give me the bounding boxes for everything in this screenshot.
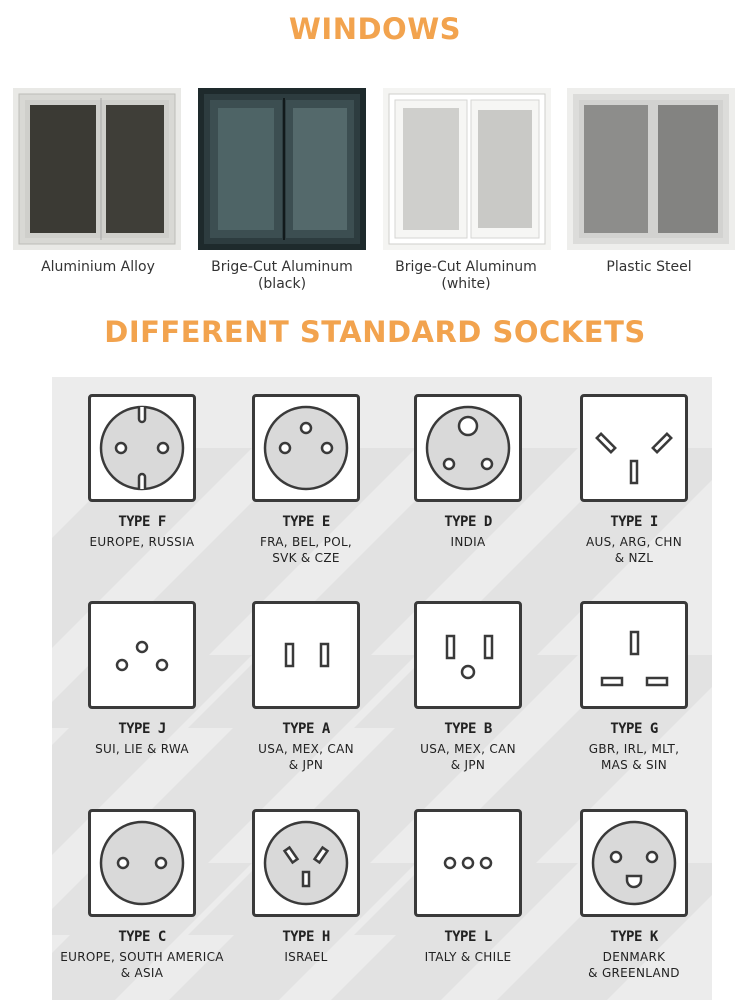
socket-region-line1: FRA, BEL, POL, — [259, 535, 353, 549]
socket-region-line1: AUS, ARG, CHN — [586, 535, 682, 549]
socket-type-name: TYPE B — [444, 721, 492, 737]
socket-region-line2: & ASIA — [120, 966, 164, 980]
socket-region — [216, 949, 396, 965]
socket-region-line2: MAS & SIN — [601, 758, 667, 772]
type-e-socket-icon — [252, 394, 360, 502]
type-f-socket-icon — [88, 394, 196, 502]
window-label-line2: (white) — [441, 276, 491, 292]
socket-type-name: TYPE G — [610, 721, 658, 737]
socket-region-line1: ISRAEL — [284, 950, 328, 964]
window-label-line1: Plastic Steel — [606, 259, 692, 275]
socket-region — [216, 534, 396, 566]
socket-region-line1: USA, MEX, CAN — [420, 742, 516, 756]
socket-region-line1: EUROPE, RUSSIA — [89, 535, 195, 549]
socket-region — [378, 949, 558, 965]
socket-region — [544, 534, 712, 566]
socket-region — [544, 741, 712, 773]
socket-type-name: TYPE H — [282, 929, 330, 945]
socket-region-line2: & JPN — [288, 758, 324, 772]
window-label — [371, 259, 561, 293]
type-c-socket-icon — [88, 809, 196, 917]
socket-type-name: TYPE I — [610, 514, 658, 530]
socket-type-name: TYPE F — [118, 514, 166, 530]
sockets-heading: DIFFERENT STANDARD SOCKETS — [104, 315, 646, 349]
plastic-steel-window-image — [567, 88, 735, 250]
socket-region-line1: INDIA — [450, 535, 486, 549]
socket-type-name: TYPE L — [444, 929, 492, 945]
socket-region-line1: DENMARK — [602, 950, 666, 964]
brige-cut-black-window-image — [198, 88, 366, 250]
window-label — [3, 259, 193, 276]
socket-region-line1: SUI, LIE & RWA — [95, 742, 189, 756]
socket-region-line2: & JPN — [450, 758, 486, 772]
socket-region — [544, 949, 712, 981]
type-l-socket-icon — [414, 809, 522, 917]
window-label-line1: Brige-Cut Aluminum — [395, 259, 537, 275]
socket-region-line2: SVK & CZE — [272, 551, 340, 565]
type-g-socket-icon — [580, 601, 688, 709]
type-h-socket-icon — [252, 809, 360, 917]
window-label-line1: Aluminium Alloy — [41, 259, 155, 275]
socket-region — [378, 534, 558, 550]
type-i-socket-icon — [580, 394, 688, 502]
socket-type-name: TYPE C — [118, 929, 166, 945]
window-label-line1: Brige-Cut Aluminum — [211, 259, 353, 275]
socket-region-line1: USA, MEX, CAN — [258, 742, 354, 756]
window-label — [554, 259, 744, 276]
sockets-panel — [52, 377, 712, 1000]
socket-region-line1: EUROPE, SOUTH AMERICA — [60, 950, 224, 964]
type-b-socket-icon — [414, 601, 522, 709]
socket-region-line1: ITALY & CHILE — [424, 950, 512, 964]
window-label-line2: (black) — [257, 276, 307, 292]
socket-type-name: TYPE K — [610, 929, 658, 945]
socket-region — [378, 741, 558, 773]
brige-cut-white-window-image — [383, 88, 551, 250]
type-a-socket-icon — [252, 601, 360, 709]
socket-region — [52, 534, 232, 550]
socket-region-line2: & NZL — [614, 551, 654, 565]
socket-type-name: TYPE E — [282, 514, 330, 530]
type-k-socket-icon — [580, 809, 688, 917]
socket-region — [52, 741, 232, 757]
socket-type-name: TYPE D — [444, 514, 492, 530]
windows-heading: WINDOWS — [288, 12, 462, 46]
type-j-socket-icon — [88, 601, 196, 709]
socket-region-line1: GBR, IRL, MLT, — [588, 742, 680, 756]
window-label — [187, 259, 377, 293]
socket-type-name: TYPE A — [282, 721, 330, 737]
socket-region — [52, 949, 232, 981]
aluminium-alloy-window-image — [13, 88, 181, 250]
socket-region-line2: & GREENLAND — [588, 966, 680, 980]
type-d-socket-icon — [414, 394, 522, 502]
socket-type-name: TYPE J — [118, 721, 166, 737]
socket-region — [216, 741, 396, 773]
